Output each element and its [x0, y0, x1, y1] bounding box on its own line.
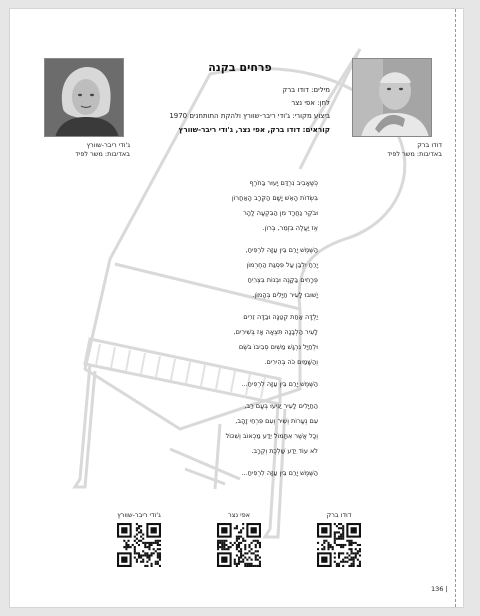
- qr-code-judy[interactable]: [117, 523, 161, 567]
- qr-block-effi: [217, 511, 261, 567]
- qr-block-dudu: [317, 511, 361, 567]
- lyrics-stanza-1: [160, 176, 318, 236]
- page-number: 136 |: [431, 585, 448, 593]
- qr-label-judy: ג'ודי ריבר-שוורץ: [117, 511, 161, 519]
- portrait-photo-dudu: [352, 58, 432, 137]
- portrait-caption-judy: [34, 141, 130, 159]
- portrait-caption-dudu: [346, 141, 442, 159]
- qr-code-effi[interactable]: [217, 523, 261, 567]
- lyric-line: כְּשֶׁאָבִיב נִרְדַּם יָעוּר בַּחֹרֶף: [249, 179, 318, 187]
- portrait-name-judy: ג'ודי ריבר-שוורץ: [86, 141, 130, 149]
- lyric-line: פְּרָחִים בַּקָּנֶה וּבְנוֹת בִּצְרִיחַ: [247, 276, 318, 284]
- lyric-line: וְהַשָּׁמַיִם כֹּה בְּהִירִים.: [264, 358, 318, 366]
- lyricist-credit: מילים: דודו ברק: [282, 86, 330, 94]
- lyric-line: יָשׁוּבוּ לָעִיר חַיָּלִים בְּהָמוֹן.: [252, 291, 318, 299]
- portrait-credit-dudu: באדיבות: משר לפיד: [387, 150, 442, 158]
- page-edge-dashed-border: [455, 9, 463, 607]
- lyric-line: וּבֹקֶר נַחֲרָד מִן הַבִּקְעָה לָהָר: [243, 209, 318, 217]
- lyric-line: הַשֶּׁמֶשׁ יָרֵם בֵּין עַזָּה לִרְפִיחַ...: [241, 469, 318, 477]
- lyric-line: בִּשְׂדוֹת הָאֵשׁ יָשָׁם הַקְּרָב הָאַחֲרוֹן: [231, 194, 318, 202]
- lyric-line: הַשֶּׁמֶשׁ יָרֵם בֵּין עַזָּה לִרְפִיחַ,: [245, 246, 318, 254]
- qr-label-dudu: דודו ברק: [326, 511, 352, 519]
- qr-block-judy: [117, 511, 161, 567]
- lyrics-stanza-3: [160, 399, 318, 459]
- lyric-line: וּלְחַיָּל נִרְגָּשׁ מַשְׁיִם סְבִיבוֹ בֹּשֶׂם: [238, 343, 318, 351]
- qr-label-effi: אפי נצר: [227, 511, 251, 519]
- lyric-line: עִם נְעָרוֹת וְשִׁיר וְעִם פִּרְחֵי זָהָב,: [235, 417, 318, 425]
- lyric-line: וְכָל אֲשֶׁר אִתָּמוֹל יֵדַע מַכְאוֹב וְשִׁכּוֹל: [225, 432, 318, 440]
- portrait-name-dudu: דודו ברק: [417, 141, 442, 149]
- qr-code-dudu[interactable]: [317, 523, 361, 567]
- lyric-line: הַחַיָּלִים לָעִיר יַגִּיעוּ בְּעָם רַב,: [244, 402, 318, 410]
- lyrics-stanza-2: [160, 310, 318, 370]
- lyrics-refrain-2: [160, 377, 318, 392]
- lyric-line: יָרֵחַ יִלְבַּן עַל פִּסְגַּת הַחֶרְמוֹן: [246, 261, 318, 269]
- lyric-line: אֶז יַעֲלֶה בִּזְמֵר, בְּרוֹן.: [262, 224, 318, 232]
- song-title: פרחים בקנה: [208, 61, 272, 74]
- original-performance-credit: ביצוע מקורי: ג'ודי ריבר-שוורץ ולהקת התותחנים 1970: [169, 112, 330, 120]
- song-lyrics: [160, 176, 318, 488]
- lyric-line: יַלְדָּה אַחַת קְטַנָּה וּבַדָּה זֵרִים: [243, 313, 318, 321]
- composer-credit: לחן: אפי נצר: [291, 99, 330, 107]
- song-credits: [130, 84, 330, 136]
- document-page: [10, 9, 463, 607]
- lyric-line: לָעִיר הַלְבָנָה תִּצְאָה אָז בְּשִׁירִים,: [233, 328, 318, 336]
- lyrics-refrain-1: [160, 243, 318, 303]
- lyric-line: לֹא עוֹד יֵדַע שַׁלְכֶת וְקְרָב.: [251, 447, 318, 455]
- portrait-credit-judy: באדיבות: משר לפיד: [75, 150, 130, 158]
- portrait-photo-judy: [44, 58, 124, 137]
- lyric-line: הַשֶּׁמֶשׁ יָרֵם בֵּין עַזָּה לִרְפִיחַ...: [241, 380, 318, 388]
- lyrics-refrain-3: [160, 466, 318, 481]
- performers-credit: קוראים: דודו ברק, אפי נצר, ג'ודי ריבר-שוורץ: [178, 125, 330, 134]
